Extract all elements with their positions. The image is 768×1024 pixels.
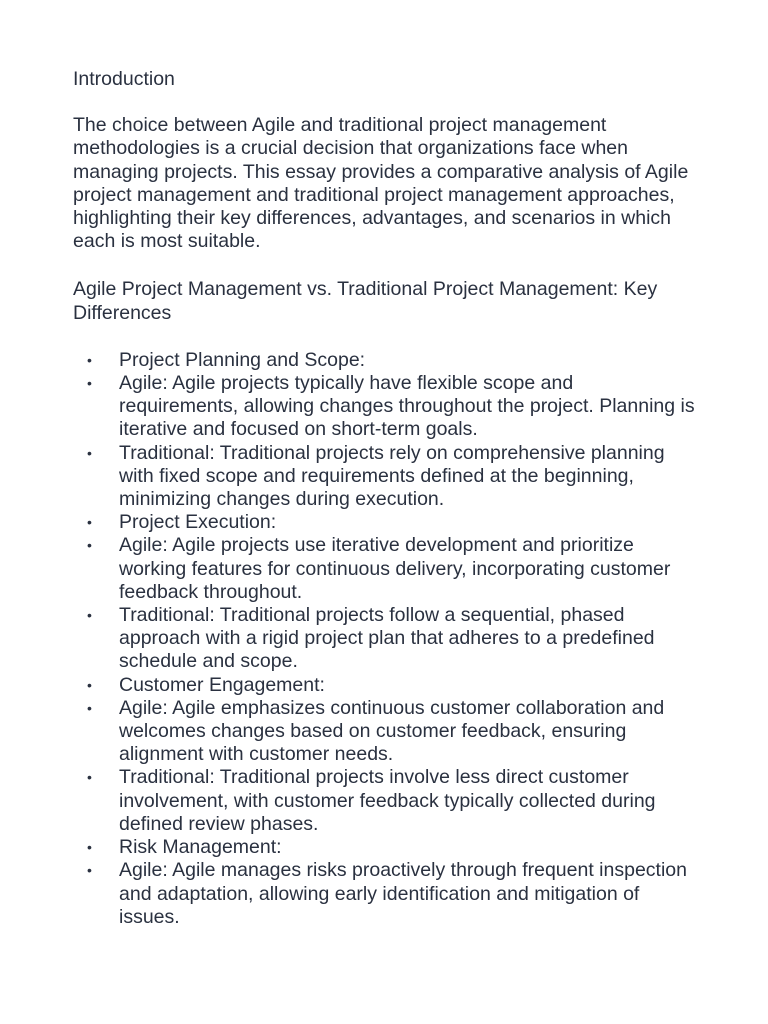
bullet-icon: • xyxy=(87,839,92,856)
list-item xyxy=(73,349,695,372)
bullet-icon: • xyxy=(87,769,92,786)
bullet-icon: • xyxy=(87,514,92,531)
list-item-text: Agile: Agile projects typically have flexible scope and requirements, allowing changes throughout the project. Planning is iterative and focused on short-term goals. xyxy=(119,372,695,441)
list-item-text: Project Execution: xyxy=(119,511,277,534)
list-item xyxy=(73,697,695,767)
list-item xyxy=(73,836,695,859)
list-item xyxy=(73,674,695,697)
bullet-icon: • xyxy=(87,699,92,716)
list-item xyxy=(73,604,695,674)
list-item-text: Agile: Agile manages risks proactively through frequent inspection and adaptation, allowing early identification and mitigation of issues. xyxy=(119,859,687,928)
list-item-text: Customer Engagement: xyxy=(119,673,325,696)
list-item xyxy=(73,511,695,534)
list-item-text: Project Planning and Scope: xyxy=(119,348,366,371)
bullet-icon: • xyxy=(87,375,92,392)
list-item-text: Agile: Agile projects use iterative development and prioritize working features for continuous delivery, incorporating customer feedback throughout. xyxy=(119,534,671,603)
intro-paragraph: The choice between Agile and traditional project management methodologies is a crucial decision that organizations face when managing projects. This essay provides a comparative analysis of Agile project management and traditional project management approaches, highlighting their key differences, advantages, and scenarios in which each is most suitable. xyxy=(73,114,689,253)
list-item xyxy=(73,534,695,604)
list-item xyxy=(73,442,695,512)
bullet-icon: • xyxy=(87,537,92,554)
list-item-text: Traditional: Traditional projects follow a sequential, phased approach with a rigid project plan that adheres to a predefined schedule and scope. xyxy=(119,604,655,673)
section-heading: Agile Project Management vs. Traditional Project Management: Key Differences xyxy=(73,278,658,324)
list-item-text: Traditional: Traditional projects rely on comprehensive planning with fixed scope and requirements defined at the beginning, minimizing changes during execution. xyxy=(119,441,665,511)
list-item xyxy=(73,766,695,836)
bullet-icon: • xyxy=(87,444,92,461)
list-item xyxy=(73,859,695,929)
list-item-text: Traditional: Traditional projects involve less direct customer involvement, with customer feedback typically collected during defined review phases. xyxy=(119,766,656,835)
list-item-text: Risk Management: xyxy=(119,836,282,859)
document-page xyxy=(73,68,695,929)
bullet-icon: • xyxy=(87,607,92,624)
bullet-icon: • xyxy=(87,676,92,693)
bullet-icon: • xyxy=(87,351,92,368)
bullet-icon: • xyxy=(87,862,92,879)
document-title: Introduction xyxy=(73,68,175,90)
list-item xyxy=(73,372,695,442)
key-differences-list xyxy=(73,349,695,929)
list-item-text: Agile: Agile emphasizes continuous customer collaboration and welcomes changes based on customer feedback, ensuring alignment with customer needs. xyxy=(119,696,665,766)
